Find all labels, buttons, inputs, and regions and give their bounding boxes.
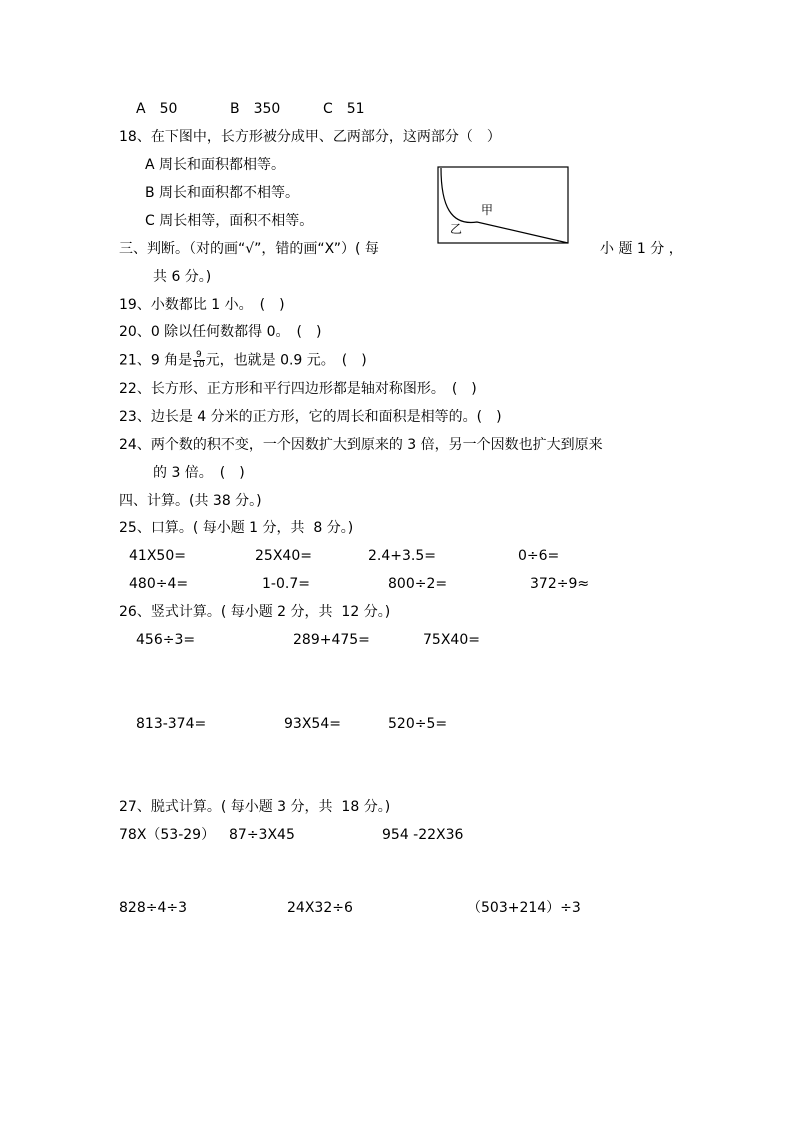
q24-line1: 24、两个数的积不变，一个因数扩大到原来的 3 倍，另一个因数也扩大到原来 [119,437,603,453]
q23: 23、边长是 4 分米的正方形，它的周长和面积是相等的。( ) [119,409,502,425]
q27-title: 27、脱式计算。( 每小题 3 分，共 18 分。) [119,799,391,815]
q18-stem: 18、在下图中，长方形被分成甲、乙两部分，这两部分（ ） [119,129,501,145]
q27-item: 828÷4÷3 [119,900,187,916]
section3-title-cont: 共 6 分。) [153,269,212,285]
q25-item: 372÷9≈ [530,576,590,592]
section4-title: 四、计算。(共 38 分。) [119,493,262,509]
q26-item: 93X54= [284,716,341,732]
q19: 19、小数都比 1 小。 ( ) [119,297,285,313]
q27-item: （503+214）÷3 [467,900,581,916]
section3-title-right: 小 题 1 分 ， [600,241,683,257]
rectangle-figure [437,166,571,246]
q27-item: 87÷3X45 [229,827,295,843]
q25-item: 800÷2= [388,576,448,592]
q25-item: 2.4+3.5= [368,548,436,564]
figure-label-yi: 乙 [450,222,463,236]
q25-item: 25X40= [255,548,312,564]
q27-item: 954 -22X36 [382,827,464,843]
q26-item: 289+475= [293,632,370,648]
q27-item: 24X32÷6 [287,900,353,916]
q21-fraction [193,351,204,370]
q25-title: 25、口算。( 每小题 1 分，共 8 分。) [119,520,354,536]
q18-option-a: A 周长和面积都相等。 [145,157,286,173]
q21-numerator: 9 [193,351,204,361]
q17-option-c: C 51 [323,101,365,117]
figure-label-jia: 甲 [481,203,494,217]
q26-item: 456÷3= [136,632,196,648]
q20: 20、0 除以任何数都得 0。 ( ) [119,324,322,340]
q26-item: 75X40= [423,632,480,648]
q26-item: 520÷5= [388,716,448,732]
q17-option-a: A 50 [136,101,178,117]
q21 [119,351,367,370]
q24-line2: 的 3 倍。 ( ) [153,465,245,481]
q21-pre: 21、9 角是 [119,352,193,369]
q22: 22、长方形、正方形和平行四边形都是轴对称图形。 ( ) [119,381,477,397]
q21-post: 元，也就是 0.9 元。 ( ) [205,352,367,369]
q27-item: 78X（53-29） [119,827,216,843]
q17-option-b: B 350 [230,101,281,117]
section3-title: 三、判断。（对的画“√”，错的画“X”）( 每 [119,241,379,257]
q25-item: 1-0.7= [262,576,310,592]
q26-title: 26、竖式计算。( 每小题 2 分，共 12 分。) [119,604,391,620]
q18-option-c: C 周长相等，面积不相等。 [145,213,314,229]
q25-item: 480÷4= [129,576,189,592]
q25-item: 0÷6= [518,548,560,564]
q18-option-b: B 周长和面积都不相等。 [145,185,300,201]
q26-item: 813-374= [136,716,207,732]
q21-denominator: 10 [193,360,205,370]
q25-item: 41X50= [129,548,186,564]
